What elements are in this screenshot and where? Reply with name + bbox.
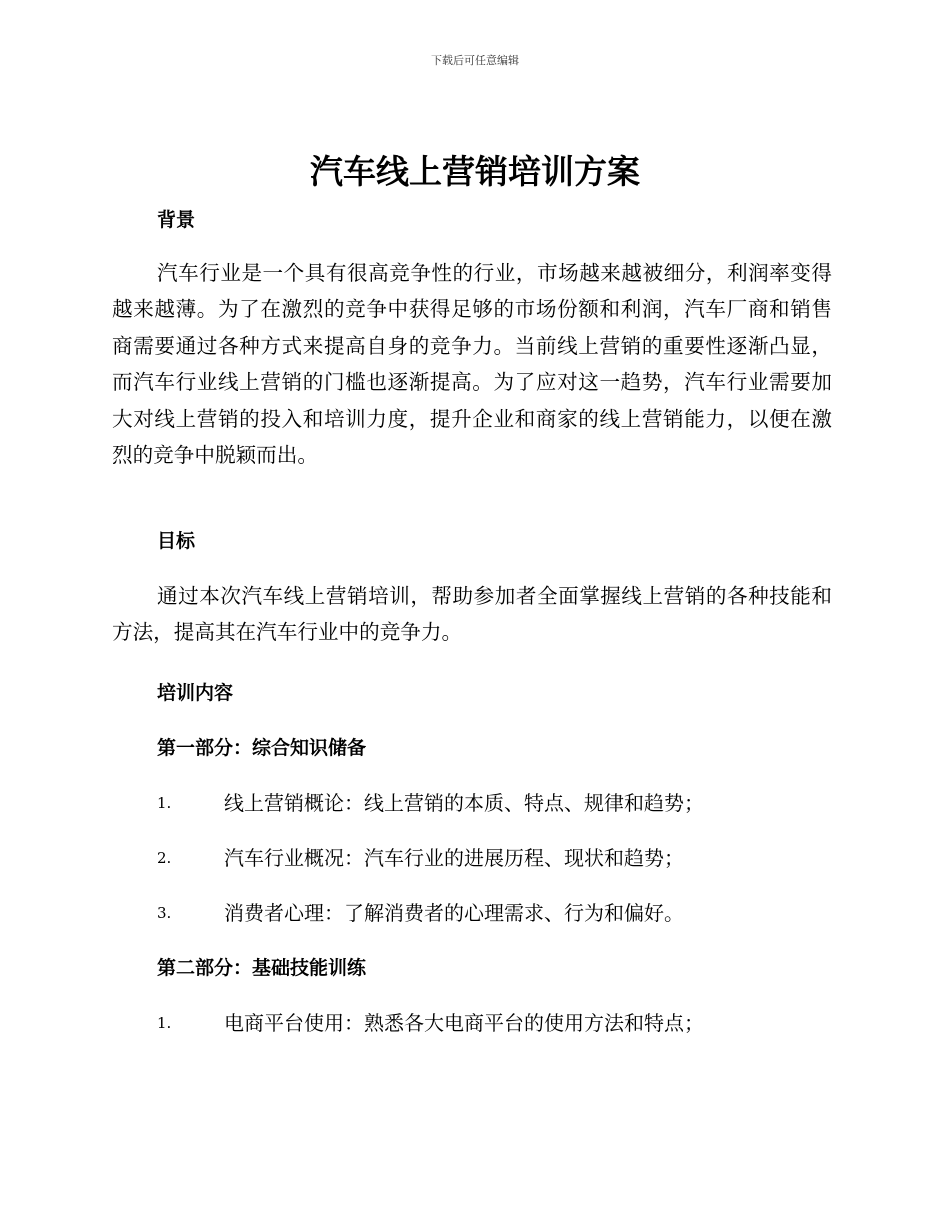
list-item-text: 电商平台使用：熟悉各大电商平台的使用方法和特点；: [224, 1011, 704, 1035]
list-item-text: 汽车行业概况：汽车行业的进展历程、现状和趋势；: [224, 846, 684, 870]
list-item: [157, 1009, 837, 1037]
part-heading-1: 第一部分：综合知识储备: [157, 737, 367, 759]
header-note: 下载后可任意编辑: [431, 54, 519, 67]
section-heading-goal: 目标: [157, 530, 196, 552]
list-item-number: 1.: [157, 1014, 172, 1032]
list-item: [157, 844, 837, 872]
goal-paragraph: 通过本次汽车线上营销培训，帮助参加者全面掌握线上营销的各种技能和方法，提高其在汽车行业中的竞争力。: [112, 584, 832, 645]
section-heading-content: 培训内容: [157, 682, 234, 704]
list-item-number: 2.: [157, 849, 172, 867]
list-item-number: 3.: [157, 904, 172, 922]
list-item-text: 线上营销概论：线上营销的本质、特点、规律和趋势；: [224, 791, 704, 815]
list-item-number: 1.: [157, 794, 172, 812]
list-item-text: 消费者心理：了解消费者的心理需求、行为和偏好。: [224, 901, 684, 925]
document-title: 汽车线上营销培训方案: [310, 152, 640, 191]
part-heading-2: 第二部分：基础技能训练: [157, 957, 367, 979]
background-paragraph: 汽车行业是一个具有很高竞争性的行业，市场越来越被细分，利润率变得越来越薄。为了在激烈的竞争中获得足够的市场份额和利润，汽车厂商和销售商需要通过各种方式来提高自身的竞争力。当前线上营销的重要性逐渐凸显，而汽车行业线上营销的门槛也逐渐提高。为了应对这一趋势，汽车行业需要加大对线上营销的投入和培训力度，提升企业和商家的线上营销能力，以便在激烈的竞争中脱颖而出。: [112, 261, 832, 468]
list-item: [157, 789, 837, 817]
section-heading-background: 背景: [157, 209, 196, 231]
list-item: [157, 899, 837, 927]
